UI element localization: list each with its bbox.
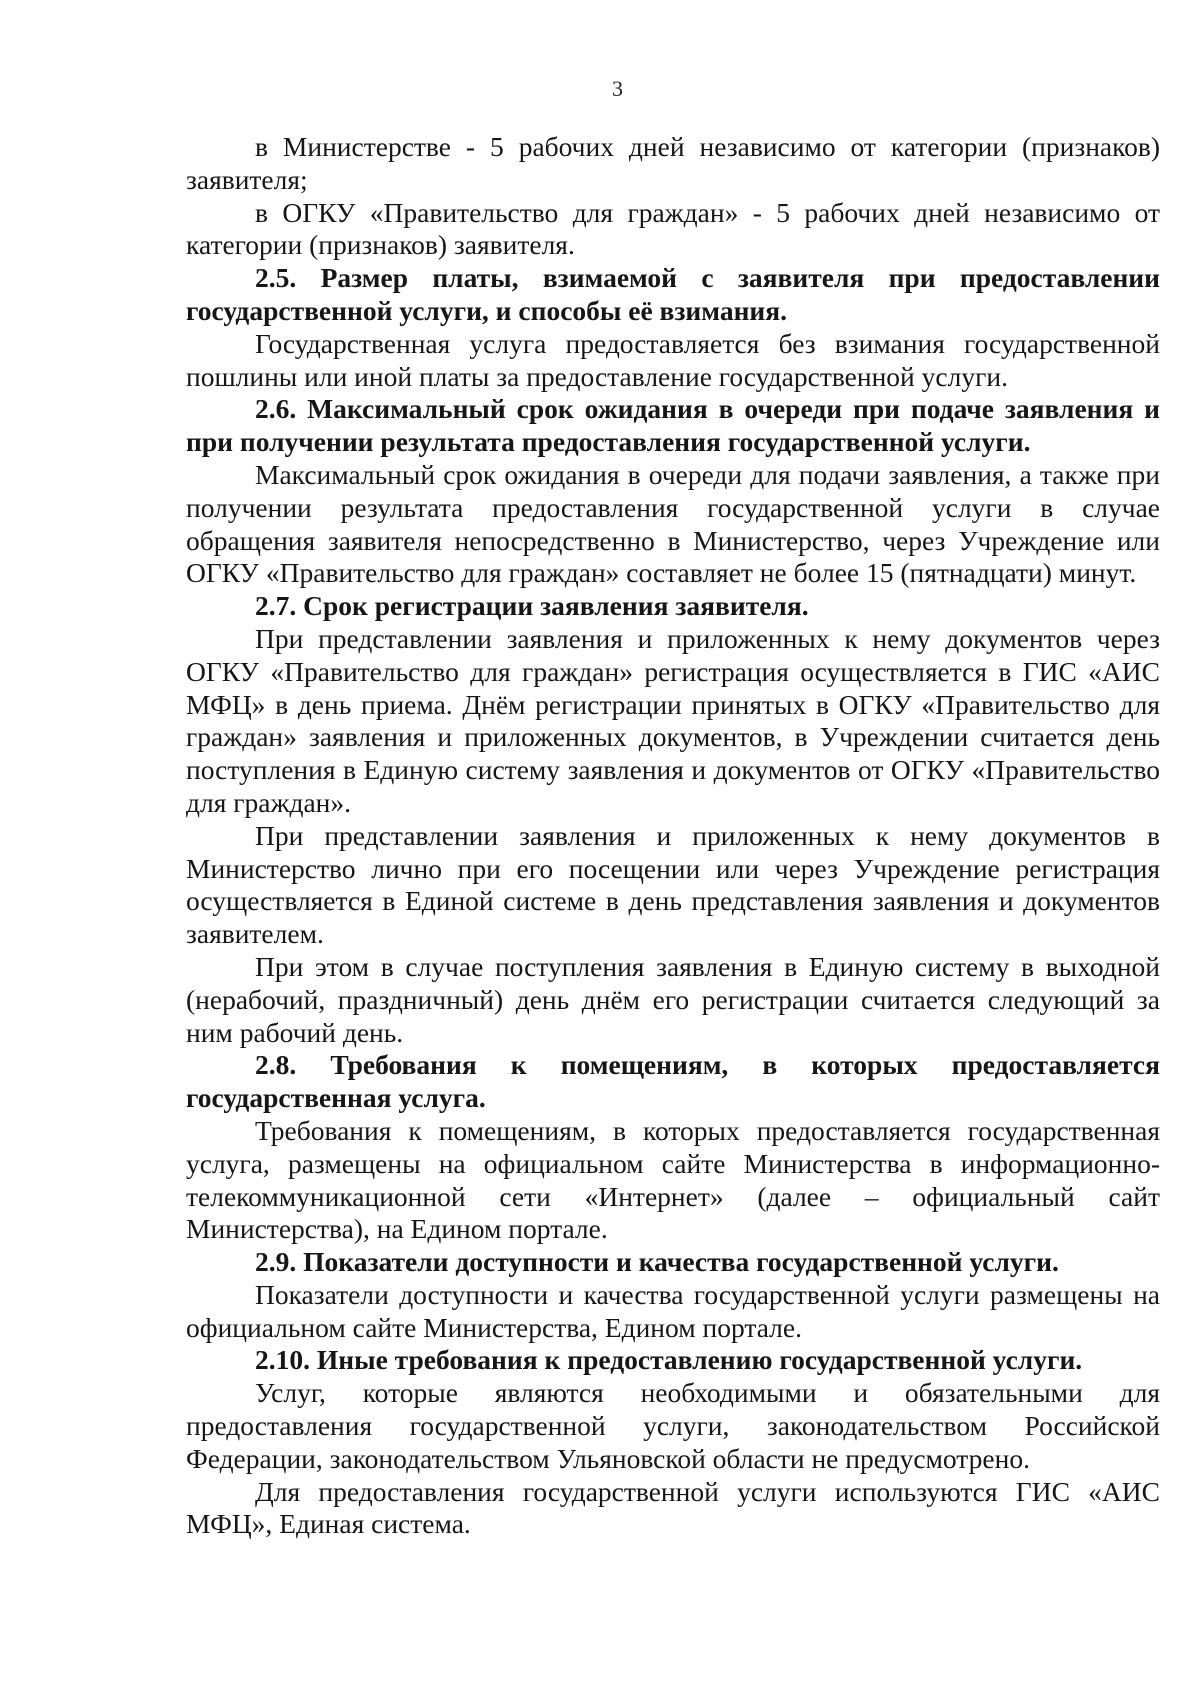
paragraph: Требования к помещениям, в которых предоставляется государственная услуга, размещены на официальном сайте Министерства в информационно-телекоммуникационной сети «Интернет» (далее – официальный сайт Министерства), на Едином портале. bbox=[186, 1114, 1160, 1245]
section-heading-2-7: 2.7. Срок регистрации заявления заявителя. bbox=[255, 590, 809, 622]
page-number: 3 bbox=[612, 76, 623, 101]
paragraph: При этом в случае поступления заявления в Единую систему в выходной (нерабочий, праздничный) день днём его регистрации считается следующий за ним рабочий день. bbox=[186, 950, 1160, 1048]
section-heading-2-10: 2.10. Иные требования к предоставлению государственной услуги. bbox=[255, 1344, 1083, 1376]
section-heading-2-9: 2.9. Показатели доступности и качества государственной услуги. bbox=[255, 1246, 1059, 1278]
paragraph: в ОГКУ «Правительство для граждан» - 5 рабочих дней независимо от категории (признаков) заявителя. bbox=[186, 196, 1160, 261]
document-body bbox=[186, 131, 1160, 1541]
paragraph: Государственная услуга предоставляется без взимания государственной пошлины или иной платы за предоставление государственной услуги. bbox=[186, 327, 1160, 392]
paragraph: Показатели доступности и качества государственной услуги размещены на официальном сайте Министерства, Едином портале. bbox=[186, 1278, 1160, 1343]
paragraph: При представлении заявления и приложенных к нему документов через ОГКУ «Правительство для граждан» регистрация осуществляется в ГИС «АИС МФЦ» в день приема. Днём регистрации принятых в ОГКУ «Правительство для граждан» заявления и приложенных документов, в Учреждении считается день поступления в Единую систему заявления и документов от ОГКУ «Правительство для граждан». bbox=[186, 622, 1160, 818]
paragraph: Максимальный срок ожидания в очереди для подачи заявления, а также при получении результата предоставления государственной услуги в случае обращения заявителя непосредственно в Министерство, через Учреждение или ОГКУ «Правительство для граждан» составляет не более 15 (пятнадцати) минут. bbox=[186, 458, 1160, 589]
paragraph: Услуг, которые являются необходимыми и обязательными для предоставления государственной услуги, законодательством Российской Федерации, законодательством Ульяновской области не предусмотрено. bbox=[186, 1377, 1160, 1474]
paragraph: Для предоставления государственной услуги используются ГИС «АИС МФЦ», Единая система. bbox=[186, 1475, 1160, 1540]
section-heading-2-8: 2.8. Требования к помещениям, в которых предоставляется государственная услуга. bbox=[186, 1049, 1160, 1114]
section-heading-2-5: 2.5. Размер платы, взимаемой с заявителя при предоставлении государственной услуги, и способы её взимания. bbox=[186, 262, 1160, 326]
paragraph: При представлении заявления и приложенных к нему документов в Министерство лично при его посещении или через Учреждение регистрация осуществляется в Единой системе в день представления заявления и документов заявителем. bbox=[186, 819, 1160, 950]
paragraph: в Министерстве - 5 рабочих дней независимо от категории (признаков) заявителя; bbox=[186, 131, 1160, 195]
section-heading-2-6: 2.6. Максимальный срок ожидания в очереди при подаче заявления и при получении результата предоставления государственной услуги. bbox=[186, 393, 1160, 458]
